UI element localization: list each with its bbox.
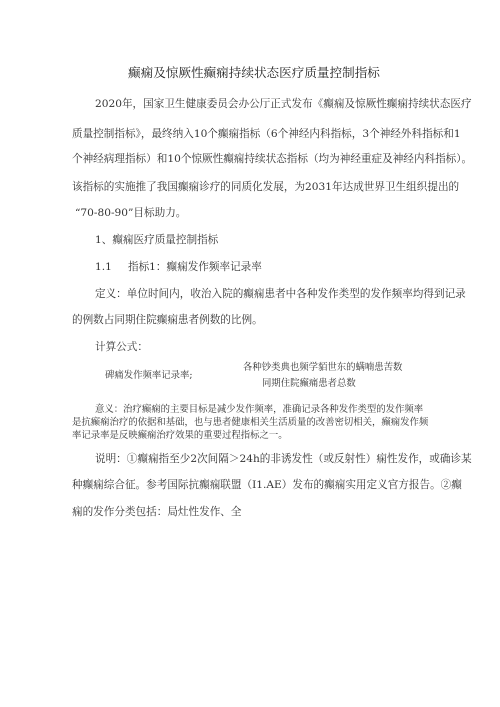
definition-line-1: 定义：单位时间内，收治入院的癫痫患者中各种发作类型的发作频率均得到记录 xyxy=(95,288,466,300)
meaning-line-2: 是抗癫痫治疗的依据和基础，也与患者健康相关生活质量的改善密切相关，癫痫发作频 xyxy=(72,417,429,428)
note-line-3: 痫的发作分类包括：局灶性发作、全 xyxy=(72,506,242,518)
fraction-bar xyxy=(238,376,404,377)
intro-line-2: 质量控制指标》，最终纳入10个癫痫指标（6个神经内科指标，3个神经外科指标和1 xyxy=(72,128,461,140)
definition-line-2: 的例数占同期住院癫痫患者例数的比例。 xyxy=(72,314,263,326)
section-heading: 1、癫痫医疗质量控制指标 xyxy=(95,234,219,246)
indicator-number: 1.1 xyxy=(95,261,112,273)
intro-line-3: 个神经病理指标）和10个惊厥性癫痫持续状态指标（均为神经重症及神经内科指标）。 xyxy=(72,153,473,165)
meaning-line-1: 意义：治疗癫痫的主要目标是减少发作频率，准确记录各种发作类型的发作频率 xyxy=(95,404,424,415)
document-title: 癫痫及惊厥性癫痫持续状态医疗质量控制指标 xyxy=(128,65,380,80)
formula-label: 计算公式： xyxy=(95,341,148,353)
intro-line-4: 该指标的实施推了我国癫痫诊疗的同质化发展，为2031年达成世界卫生组织提出的 xyxy=(72,181,460,193)
note-line-1: 说明：①癫痫指至少2次间隔＞24h的非诱发性（或反射性）痫性发作，或确诊某 xyxy=(95,453,472,465)
formula-denominator: 同期住院癫痛患者总数 xyxy=(262,378,356,389)
note-line-2: 种癫痫综合征。参考国际抗癫痫联盟（I1.AE）发布的癫痫实用定义官方报告。②癫 xyxy=(72,479,462,491)
intro-line-1: 2020年，国家卫生健康委员会办公厅正式发布《癫痫及惊厥性癫痫持续状态医疗 xyxy=(95,98,472,110)
meaning-line-3: 率记录率是反映癫痫治疗效果的重要过程指标之一。 xyxy=(72,430,288,441)
formula-lhs: 碑痛发作频率记录率; xyxy=(105,370,193,381)
formula-numerator: 各种钞类典也频学貊世东的螨喃患苦数 xyxy=(243,362,403,373)
intro-line-5: “70-80-90”目标助力。 xyxy=(75,207,187,219)
indicator-title: 指标1：癫痫发作频率记录率 xyxy=(128,261,262,273)
